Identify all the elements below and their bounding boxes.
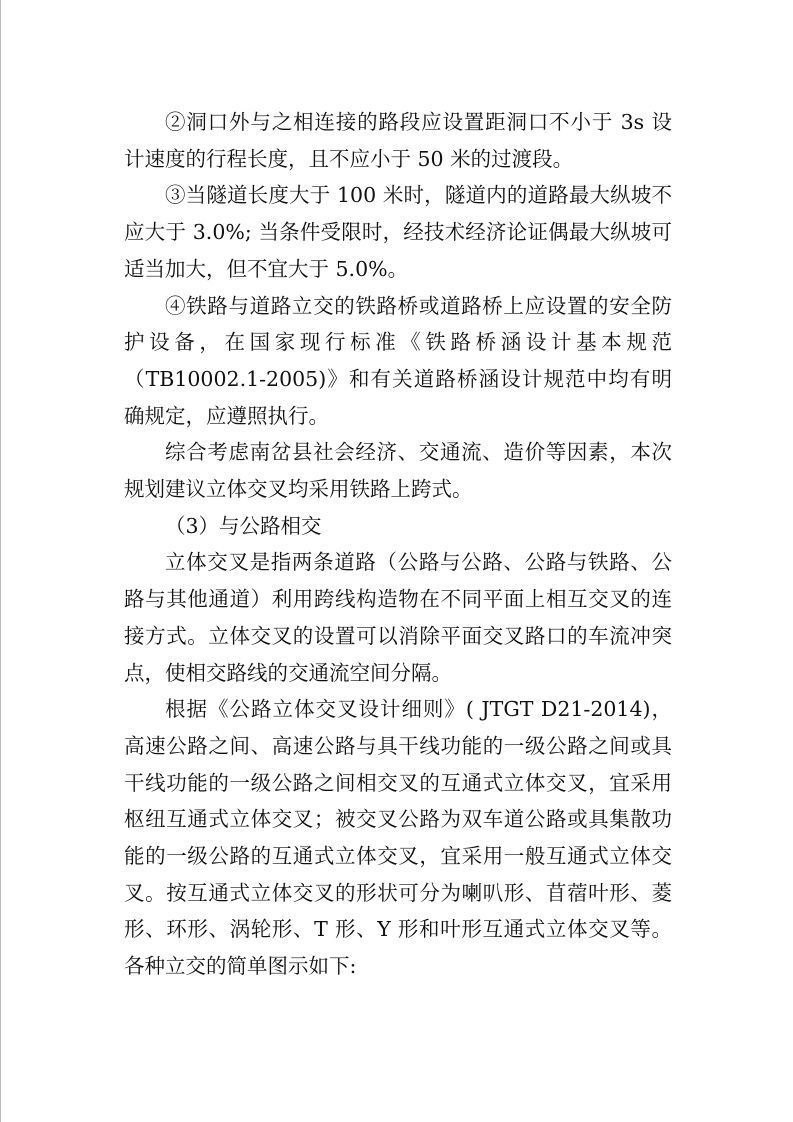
paragraph-planning-recommendation: 综合考虑南岔县社会经济、交通流、造价等因素，本次规划建议立体交叉均采用铁路上跨式。 bbox=[124, 440, 672, 502]
section-heading-highway-crossing: （3）与公路相交 bbox=[165, 513, 322, 538]
paragraph-interchange-definition: 立体交叉是指两条道路（公路与公路、公路与铁路、公路与其他通道）利用跨线构造物在不同平面上相互交叉的连接方式。立体交叉的设置可以消除平面交叉路口的车流冲突点，使相交路线的交通流空间分隔。 bbox=[124, 550, 672, 685]
paragraph-tunnel-transition: ②洞口外与之相连接的路段应设置距洞口不小于 3s 设计速度的行程长度，且不应小于 50 米的过渡段。 bbox=[124, 110, 672, 171]
paragraph-railway-bridge-safety: ④铁路与道路立交的铁路桥或道路桥上应设置的安全防护设备，在国家现行标准《铁路桥涵设计基本规范（TB10002.1-2005)》和有关道路桥涵设计规范中均有明确规定，应遵照执行。 bbox=[124, 293, 672, 428]
document-body bbox=[124, 104, 672, 985]
paragraph-interchange-standards: 根据《公路立体交叉设计细则》( JTGT D21-2014)，高速公路之间、高速公路与具干线功能的一级公路之间或具干线功能的一级公路之间相交叉的互通式立体交叉，宜采用枢纽互通式立体交叉；被交叉公路为双车道公路或具集散功能的一级公路的互通式立体交叉，宜采用一般互通式立体交叉。按互通式立体交叉的形状可分为喇叭形、苜蓿叶形、菱形、环形、涡轮形、T 形、Y 形和叶形互通式立体交叉等。各种立交的简单图示如下: bbox=[124, 697, 672, 979]
paragraph-tunnel-gradient: ③当隧道长度大于 100 米时，隧道内的道路最大纵坡不应大于 3.0%; 当条件受限时，经技术经济论证偶最大纵坡可适当加大，但不宜大于 5.0%。 bbox=[124, 183, 672, 281]
